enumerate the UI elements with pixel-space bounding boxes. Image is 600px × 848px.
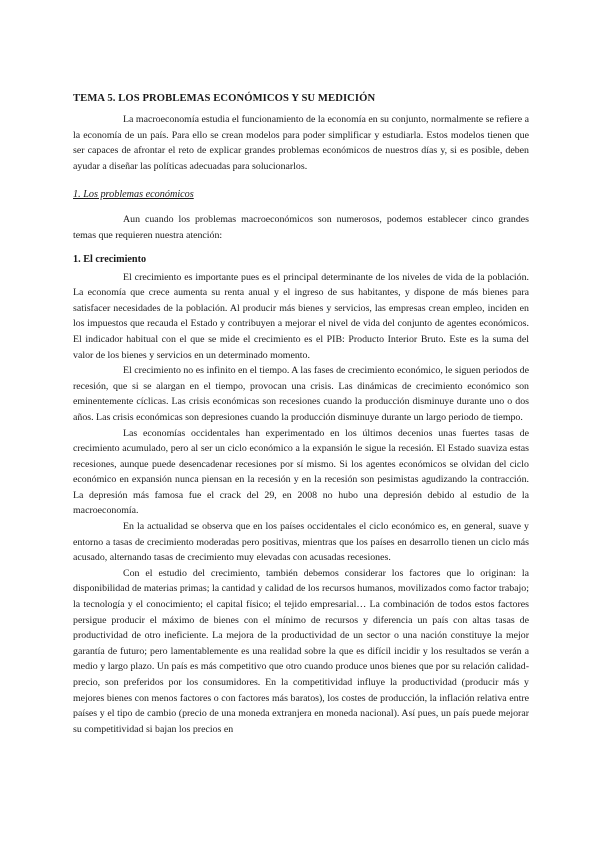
subsection-heading: 1. El crecimiento — [73, 253, 147, 265]
document-body — [73, 92, 529, 737]
section-lead-paragraph: Aun cuando los problemas macroeconómicos son numerosos, podemos establecer cinco grandes temas que requieren nuestra atención: — [73, 214, 529, 241]
body-paragraph: Con el estudio del crecimiento, también debemos considerar los factores que lo originan: la disponibilidad de materias primas; la cantidad y calidad de los recursos humanos, movilizados como factor trabajo; la tecnología y el conocimiento; el capital físico; el tejido empresarial… La combinación de todos estos factores persigue producir el máximo de bienes con el mínimo de recursos y diferencia un país con altas tasas de productividad de otro ineficiente. La mejora de la productividad de un sector o una nación constituye la mejor garantía de futuro; pero lamentablemente es una realidad sobre la que es difícil incidir y los resultados se verán a medio y largo plazo. Un país es más competitivo que otro cuando produce unos bienes que por su relación calidad-precio, son preferidos por los consumidores. En la competitividad influye la productividad (producir más y mejores bienes con menos factores o con factores más baratos), los costes de producción, la inflación relativa entre países y el tipo de cambio (precio de una moneda extranjera en moneda nacional). Así pues, un país puede mejorar su competitividad si bajan los precios en — [73, 567, 529, 735]
body-paragraph: El crecimiento no es infinito en el tiempo. A las fases de crecimiento económico, le siguen periodos de recesión, que si se alargan en el tiempo, provocan una crisis. Las dinámicas de crecimiento económico son eminentemente cíclicas. Las crisis económicas son recesiones cuando la producción disminuye durante uno o dos años. Las crisis económicas son depresiones cuando la producción disminuye durante un largo periodo de tiempo. — [73, 365, 529, 423]
intro-paragraph: La macroeconomía estudia el funcionamiento de la economía en su conjunto, normalmente se refiere a la economía de un país. Para ello se crean modelos para poder simplificar y estudiarla. Estos modelos tienen que ser capaces de afrontar el reto de explicar grandes problemas económicos de nuestros días y, si es posible, deben ayudar a diseñar las políticas adecuadas para solucionarlos. — [73, 114, 529, 172]
body-paragraph: Las economías occidentales han experimentado en los últimos decenios unas fuertes tasas de crecimiento acumulado, pero al ser un ciclo económico a la expansión le sigue la recesión. El Estado suaviza estas recesiones, aunque puede desencadenar recesiones por sí mismo. Si los agentes económicos se olvidan del ciclo económico en expansión nunca piensan en la recesión y en la recesión son pesimistas agudizando la contracción. La depresión más famosa fue el crack del 29, en 2008 no hubo una depresión debido al estudio de la macroeconomía. — [73, 427, 529, 517]
body-paragraph: El crecimiento es importante pues es el principal determinante de los niveles de vida de la población. La economía que crece aumenta su renta anual y el ingreso de sus habitantes, y dispone de más bienes para satisfacer necesidades de la población. Al producir más bienes y servicios, las empresas crean empleo, inciden en los impuestos que recauda el Estado y contribuyen a mejorar el nivel de vida del conjunto de agentes económicos. El indicador habitual con el que se mide el crecimiento es el PIB: Producto Interior Bruto. Este es la suma del valor de los bienes y servicios en un determinado momento. — [73, 271, 529, 361]
section-heading: 1. Los problemas económicos — [73, 189, 194, 201]
document-title: TEMA 5. LOS PROBLEMAS ECONÓMICOS Y SU MEDICIÓN — [73, 93, 376, 104]
body-paragraph: En la actualidad se observa que en los países occidentales el ciclo económico es, en general, suave y entorno a tasas de crecimiento moderadas pero positivas, mientras que los países en desarrollo tienen un ciclo más acusado, alternando tasas de crecimiento muy elevadas con acusadas recesiones. — [73, 521, 529, 564]
